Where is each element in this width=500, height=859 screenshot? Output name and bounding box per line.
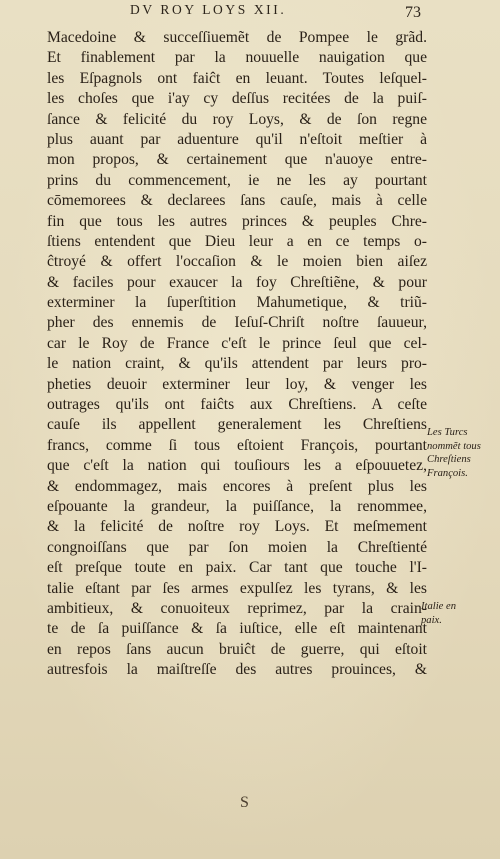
text-line: exterminer la ſuperſtition Mahumetique, & triũ- [47,294,427,312]
text-line: pher des ennemis de Ieſuſ-Chriſt noſtre ſauueur, [47,314,427,332]
text-line: eſt preſque toute en paix. Car tant que touche l'I- [47,559,427,577]
text-line: pheties deuoir exterminer leur loy, & venger les [47,375,427,393]
text-line: & endommagez, mais encores à preſent plus les [47,477,427,495]
text-line: outrages qu'ils ont faiĉts aux Chreſtiens. A ceſte [47,396,427,414]
text-line: & la felicité de noſtre roy Loys. Et meſmement [47,518,427,536]
margin-note-line: nommẽt tous [427,440,481,452]
text-line: les Eſpagnols ont faiĉt en leuant. Toutes leſquel- [47,69,427,87]
text-line: plus auant par aduenture qu'il n'eſtoit meſtier à [47,130,427,148]
text-line: Macedoine & succeſſiuemẽt de Pompee le grãd. [47,29,427,46]
text-line: & faciles pour exaucer la foy Chreſtiẽne, & pour [47,273,427,291]
text-line: ambitieux, & conuoiteux reprimez, par la crain- [47,599,427,617]
text-line: ſtiens entendent que Dieu leur a en ce temps o- [47,232,427,250]
margin-note-turcs [427,426,481,480]
text-line: congnoiſſans que par ſon moien la Chreſtienté [47,538,427,556]
text-line: ĉtroyé & offert l'occaſion & le moien bien aiſez [47,253,427,271]
text-line: les choſes que i'ay cy deſſus recitées de la puiſ- [47,90,427,108]
body-text-block [47,28,427,681]
text-line: mon propos, & certainement que n'auoye entre- [47,151,427,169]
margin-note-line: paix. [421,614,442,626]
text-line: cōmemorees & declarees ſans cauſe, mais à celle [47,192,427,210]
page-number: 73 [405,4,421,21]
text-line: car le Roy de France c'eſt le prince ſeul que cel- [47,334,427,352]
margin-note-line: François. [427,467,468,479]
text-line: Et finablement par la nouuelle nauigation que [47,49,427,67]
margin-note-italie [421,600,456,627]
text-line: talie eſtant par ſes armes expulſez les tyrans, & les [47,579,427,597]
text-line: eſpouante la grandeur, la puiſſance, la renommee, [47,497,427,515]
text-line: cauſe ils appellent generalement les Chreſtiens [47,416,427,434]
text-line: te de ſa puiſſance & ſa iuſtice, elle eſt maintenant [47,620,427,638]
signature-mark: S [240,794,249,811]
text-line: en repos ſans aucun bruiĉt de guerre, qui eſtoit [47,640,427,658]
margin-note-line: Italie en [421,601,457,612]
text-line: fin que tous les autres princes & peuples Chre- [47,212,427,230]
text-line: prins du commencement, ie ne les ay pourtant [47,171,427,189]
margin-note-line: Les Turcs [427,427,468,438]
text-line: francs, comme ſi tous eſtoient François, pourtant [47,436,427,454]
text-line: ſance & felicité du roy Loys, & de ſon regne [47,110,427,128]
running-title: DV ROY LOYS XII. [130,2,287,17]
text-line: autresfois la maiſtreſſe des autres prouinces, & [47,661,427,679]
text-line: que c'eſt la nation qui touſiours les a eſpouuetez, [47,457,427,475]
text-line: le nation craint, & qu'ils attendent par leurs pro- [47,355,427,373]
margin-note-line: Chreſtiens [427,454,471,466]
